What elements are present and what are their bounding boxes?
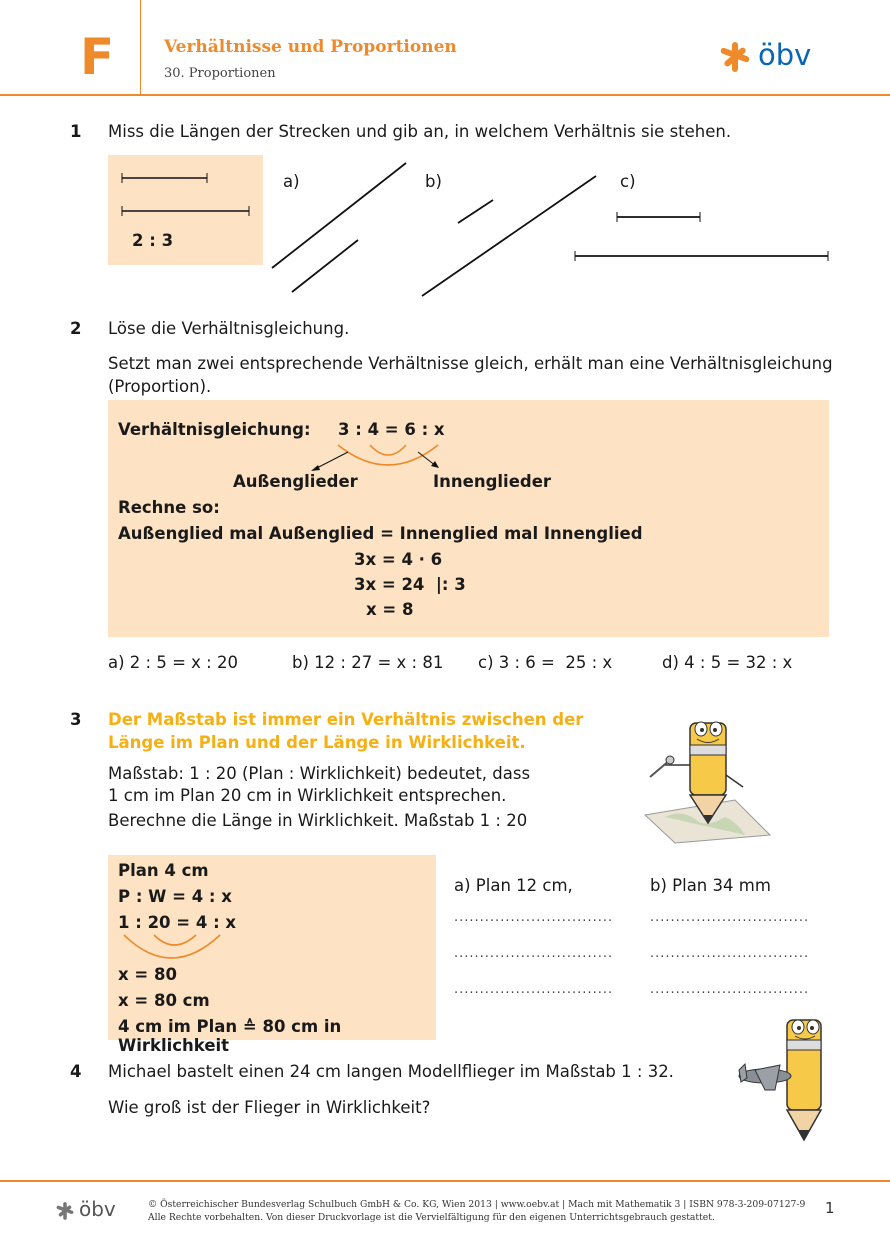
task3-highlight-2: Länge im Plan und der Länge in Wirklichkeit. xyxy=(108,733,526,752)
page-number: 1 xyxy=(825,1199,835,1217)
pencil-map-illustration xyxy=(635,705,775,845)
task3-highlight-1: Der Maßstab ist immer ein Verhältnis zwischen der xyxy=(108,710,584,729)
rechne-label: Rechne so: xyxy=(118,498,220,517)
task3-text-3: Berechne die Länge in Wirklichkeit. Maßstab 1 : 20 xyxy=(108,811,528,830)
answer-line-a2[interactable]: ............................... xyxy=(454,946,614,961)
task1-number: 1 xyxy=(70,122,82,141)
task4-line-2: Wie groß ist der Flieger in Wirklichkeit? xyxy=(108,1098,431,1117)
label-a: a) xyxy=(283,172,300,191)
example-ratio: 2 : 3 xyxy=(132,231,174,250)
header-letter: F xyxy=(80,28,115,86)
footer-rights: Alle Rechte vorbehalten. Von dieser Druckvorlage ist die Vervielfältigung für den eigenen Unterrichtsgebrauch gestattet. xyxy=(148,1212,715,1223)
outer-terms-label: Außenglieder xyxy=(233,472,358,491)
equation-label: Verhältnisgleichung: xyxy=(118,420,311,439)
scale-line-4: x = 80 xyxy=(118,965,177,984)
label-b: b) xyxy=(425,172,442,191)
task2-instruction: Löse die Verhältnisgleichung. xyxy=(108,319,350,338)
task2-explanation: Setzt man zwei entsprechende Verhältnisse gleich, erhält man eine Verhältnisgleichung (Proportion). xyxy=(108,354,833,396)
answer-line-a1[interactable]: ............................... xyxy=(454,910,614,925)
scale-line-6: 4 cm im Plan ≙ 80 cm in Wirklichkeit xyxy=(118,1017,342,1055)
task3-number: 3 xyxy=(70,710,82,729)
task2-number: 2 xyxy=(70,319,82,338)
equation-arcs xyxy=(298,440,498,500)
task3-a-label: a) Plan 12 cm, xyxy=(454,876,573,895)
answer-line-a3[interactable]: ............................... xyxy=(454,982,614,997)
scale-line-5: x = 80 cm xyxy=(118,991,210,1010)
label-c: c) xyxy=(620,172,636,191)
exercise-a: a) 2 : 5 = x : 20 xyxy=(108,653,238,672)
task2-example-box xyxy=(108,400,829,637)
task1-instruction: Miss die Längen der Strecken und gib an, in welchem Verhältnis sie stehen. xyxy=(108,122,732,141)
footer-rule xyxy=(0,1180,890,1182)
answer-line-b2[interactable]: ............................... xyxy=(650,946,810,961)
exercise-c: c) 3 : 6 = 25 : x xyxy=(478,653,613,672)
answer-line-b3[interactable]: ............................... xyxy=(650,982,810,997)
task1-segments xyxy=(0,0,890,310)
scale-line-3: 1 : 20 = 4 : x xyxy=(118,913,237,932)
equation: 3 : 4 = 6 : x xyxy=(338,420,445,439)
answer-line-b1[interactable]: ............................... xyxy=(650,910,810,925)
exercise-b: b) 12 : 27 = x : 81 xyxy=(292,653,444,672)
inner-terms-label: Innenglieder xyxy=(433,472,552,491)
step-1: 3x = 4 · 6 xyxy=(354,550,443,569)
scale-line-2: P : W = 4 : x xyxy=(118,887,232,906)
scale-line-1: Plan 4 cm xyxy=(118,861,209,880)
task3-b-label: b) Plan 34 mm xyxy=(650,876,771,895)
step-2: 3x = 24 |: 3 xyxy=(354,575,466,594)
header-title: Verhältnisse und Proportionen xyxy=(164,37,457,57)
step-3: x = 8 xyxy=(366,600,414,619)
footer-star-icon xyxy=(55,1201,75,1221)
task3-text-2: 1 cm im Plan 20 cm in Wirklichkeit entsprechen. xyxy=(108,786,507,805)
footer-brand: öbv xyxy=(79,1197,116,1221)
task4-line-1: Michael bastelt einen 24 cm langen Modellflieger im Maßstab 1 : 32. xyxy=(108,1062,674,1081)
task4-number: 4 xyxy=(70,1062,82,1081)
footer-copyright: © Österreichischer Bundesverlag Schulbuch GmbH & Co. KG, Wien 2013 | www.oebv.at | Mach mit Mathematik 3 | ISBN 978-3-209-07127-9 xyxy=(148,1199,806,1210)
exercise-d: d) 4 : 5 = 32 : x xyxy=(662,653,793,672)
rule-text: Außenglied mal Außenglied = Innenglied mal Innenglied xyxy=(118,524,643,543)
task3-example-box xyxy=(108,855,436,1055)
header-subtitle: 30. Proportionen xyxy=(164,66,276,81)
brand-name: öbv xyxy=(758,38,812,72)
footer-logo xyxy=(55,1198,125,1224)
task3-text-1: Maßstab: 1 : 20 (Plan : Wirklichkeit) bedeutet, dass xyxy=(108,764,531,783)
pencil-plane-illustration xyxy=(735,1010,845,1150)
